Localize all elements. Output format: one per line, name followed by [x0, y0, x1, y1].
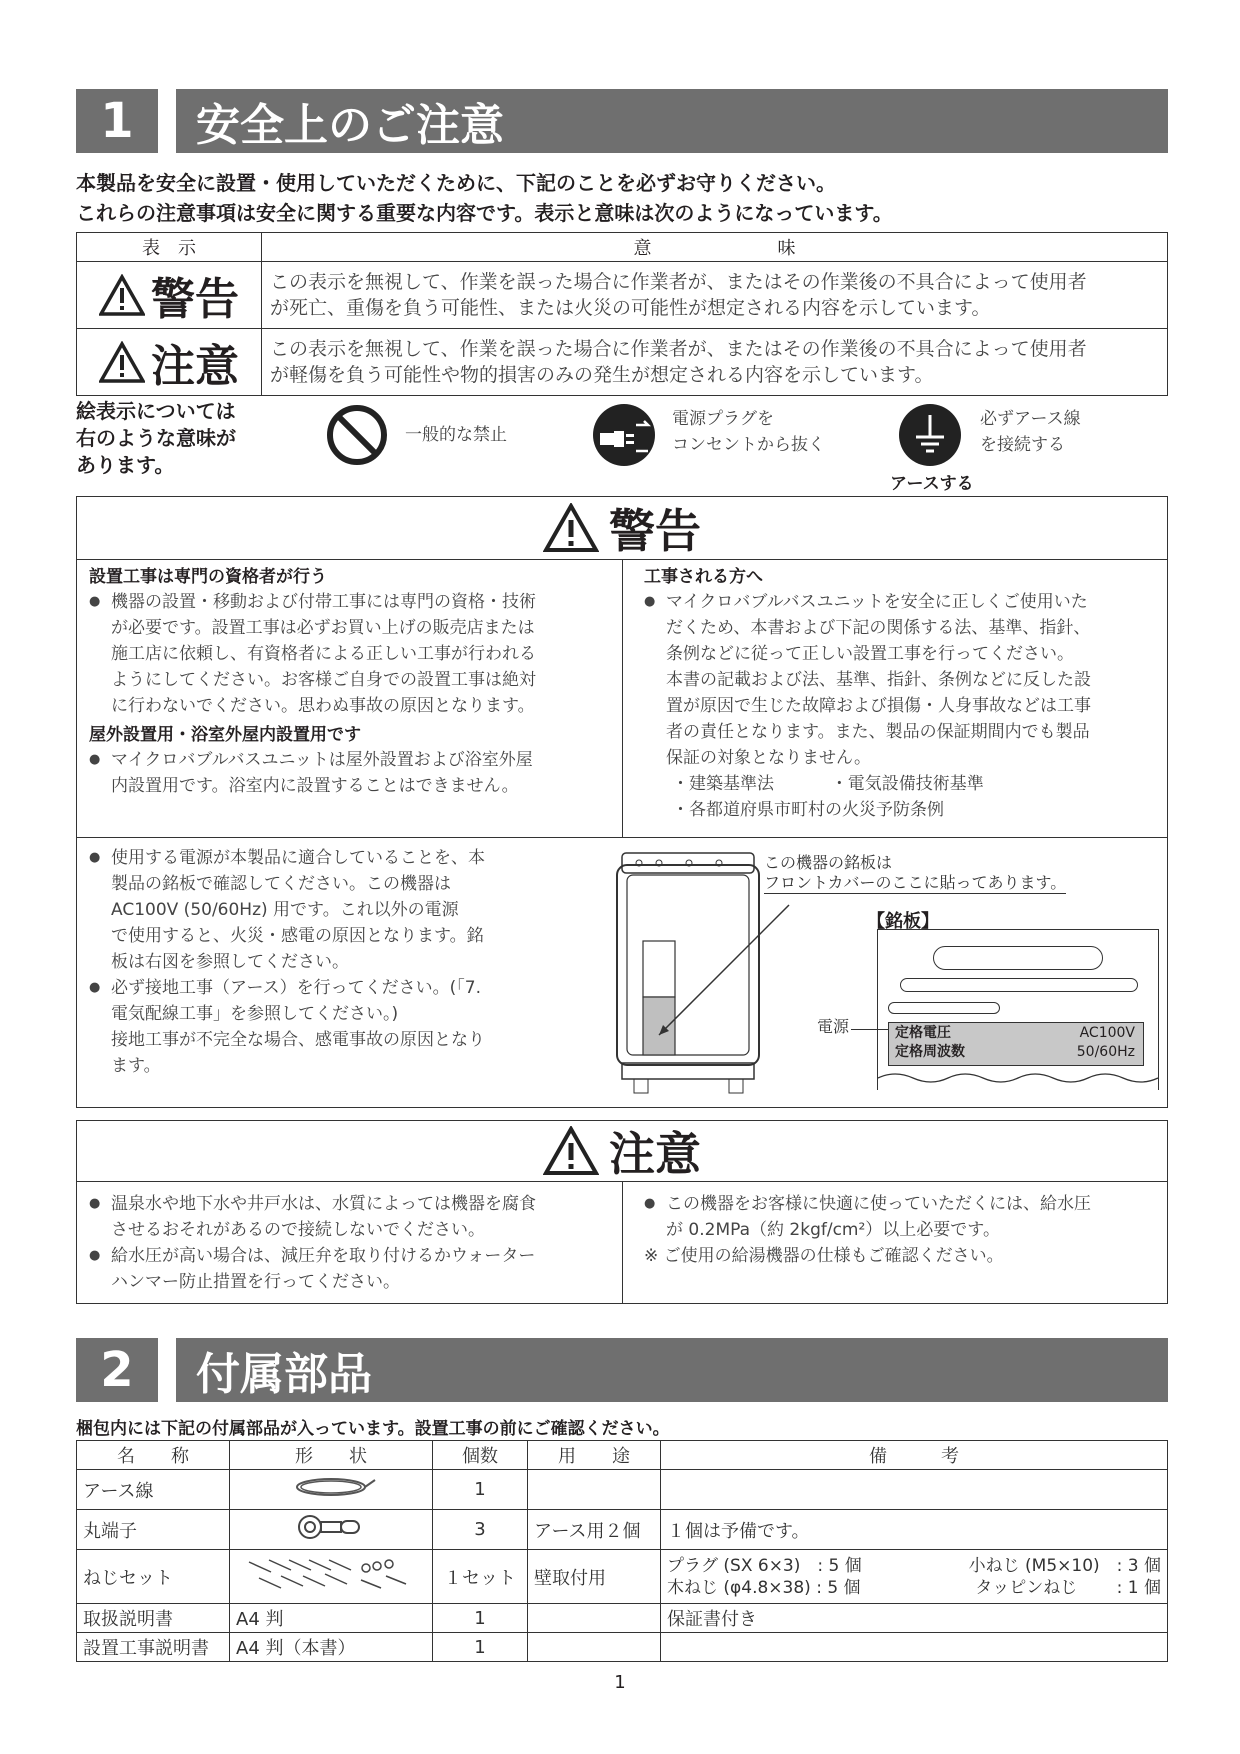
part-note — [661, 1470, 1168, 1510]
bullet-line: ハンマー防止措置を行ってください。 — [111, 1272, 400, 1292]
parts-header-name: 名 称 — [77, 1441, 230, 1470]
warning-triangle-icon — [99, 274, 145, 316]
part-use: アース用２個 — [528, 1510, 661, 1550]
bullet-line: 本書の記載および法、基準、指針、条例などに反した設 — [666, 670, 1091, 690]
legend-text: が死亡、重傷を負う可能性、または火災の可能性が想定される内容を示しています。 — [270, 297, 991, 319]
prohibit-icon — [326, 404, 388, 466]
legend-table — [76, 232, 1168, 396]
ground-icon — [898, 403, 962, 467]
warning-box-title: 警告 — [609, 504, 701, 558]
law-item: ・電気設備技術基準 — [830, 774, 984, 794]
section-title: 安全上のご注意 — [176, 89, 1168, 153]
parts-intro: 梱包内には下記の付属部品が入っています。設置工事の前にご確認ください。 — [76, 1419, 670, 1439]
part-use — [528, 1604, 661, 1633]
part-use — [528, 1470, 661, 1510]
bullet-line: させるおそれがあるので接続しないでください。 — [111, 1220, 485, 1240]
bullet-line: が必要です。設置工事は必ずお買い上げの販売店または — [111, 618, 535, 638]
part-qty: 1 — [433, 1604, 528, 1633]
bullet-line: 接地工事が不完全な場合、感電事故の原因となり — [111, 1030, 485, 1050]
part-note-line: プラグ (SX 6×3) : 5 個 — [667, 1555, 862, 1576]
nameplate-title: 【銘板】 — [867, 911, 939, 932]
section-number: 2 — [76, 1338, 158, 1402]
warning-bullet — [89, 975, 609, 1079]
ground-text: を接続する — [980, 435, 1065, 455]
pictogram-intro: 絵表示については — [76, 399, 236, 423]
legend-text: が軽傷を負う可能性や物的損害のみの発生が想定される内容を示しています。 — [270, 364, 934, 386]
bullet-line: ● 温泉水や地下水や井戸水は、水質によっては機器を腐食 — [111, 1194, 536, 1214]
table-row — [77, 1633, 1168, 1662]
warning-triangle-icon — [543, 1126, 599, 1176]
bullet-line: ● 給水圧が高い場合は、減圧弁を取り付けるかウォーター — [111, 1246, 536, 1266]
bullet-line: で使用すると、火災・感電の原因となります。銘 — [111, 926, 484, 946]
bullet-line: ● この機器をお客様に快適に使っていただくには、給水圧 — [666, 1194, 1091, 1214]
legend-header-meaning: 意 味 — [262, 233, 1168, 262]
rated-frequency-value: 50/60Hz — [1076, 1044, 1135, 1060]
bullet-line: 置が原因で生じた故障および損傷・人身事故などは工事 — [666, 696, 1091, 716]
bullet-line: 製品の銘板で確認してください。この機器は — [111, 874, 451, 894]
part-use — [528, 1633, 661, 1662]
bullet-line: 電気配線工事」を参照してください。) — [111, 1004, 399, 1024]
pictogram-intro: あります。 — [76, 453, 175, 477]
section-number: 1 — [76, 89, 158, 153]
bullet-line: が 0.2MPa（約 2kgf/cm²）以上必要です。 — [666, 1220, 1000, 1240]
legend-text: この表示を無視して、作業を誤った場合に作業者が、またはその作業後の不具合によって使用者 — [270, 271, 1087, 293]
caution-note: ※ ご使用の給湯機器の仕様もご確認ください。 — [644, 1246, 1004, 1266]
part-note: １個は予備です。 — [661, 1510, 1168, 1550]
ground-caption: アースする — [890, 474, 974, 494]
warning-heading: 設置工事は専門の資格者が行う — [89, 567, 327, 587]
bullet-line: 施工店に依頼し、有資格者による正しい工事が行われる — [111, 644, 536, 664]
bullet-line: ます。 — [111, 1056, 161, 1076]
part-note-line: 木ねじ (φ4.8×38) : 5 個 — [667, 1577, 861, 1598]
ring-terminal-illustration — [296, 1514, 366, 1540]
caution-box — [76, 1120, 1168, 1304]
screw-set-illustration — [241, 1554, 421, 1594]
ground-text: 必ずアース線 — [980, 409, 1081, 429]
parts-header-note: 備 考 — [661, 1441, 1168, 1470]
warning-bullet — [89, 589, 614, 719]
table-row — [77, 1604, 1168, 1633]
part-note — [661, 1633, 1168, 1662]
nameplate — [877, 929, 1159, 1090]
caution-box-title: 注意 — [609, 1127, 701, 1181]
parts-header-use: 用 途 — [528, 1441, 661, 1470]
bullet-line: だくため、本書および下記の関係する法、基準、指針、 — [666, 618, 1091, 638]
bullet-line: ● 機器の設置・移動および付帯工事には専門の資格・技術 — [111, 592, 536, 612]
bullet-line: 内設置用です。浴室内に設置することはできません。 — [111, 776, 519, 796]
unplug-text: コンセントから抜く — [672, 435, 825, 455]
warning-triangle-icon — [99, 341, 145, 383]
pictogram-intro: 右のような意味が — [76, 426, 236, 450]
caution-bullet — [89, 1243, 614, 1295]
bullet-line: に行わないでください。思わぬ事故の原因となります。 — [111, 696, 535, 716]
table-row — [77, 1510, 1168, 1550]
bullet-line: ● マイクロバブルバスユニットは屋外設置および浴室外屋 — [111, 750, 533, 770]
intro-line: 本製品を安全に設置・使用していただくために、下記のことを必ずお守りください。 — [76, 171, 836, 195]
table-row — [77, 1470, 1168, 1510]
warning-box — [76, 496, 1168, 1108]
warning-heading: 工事される方へ — [644, 567, 763, 587]
warning-bullet — [644, 589, 1159, 771]
legend-row-caution — [77, 329, 1168, 396]
nameplate-callout: フロントカバーのここに貼ってあります。 — [764, 873, 1067, 892]
rated-frequency-label: 定格周波数 — [895, 1044, 965, 1060]
prohibit-text: 一般的な禁止 — [405, 425, 507, 445]
rated-voltage-label: 定格電圧 — [895, 1025, 951, 1041]
intro-line: これらの注意事項は安全に関する重要な内容です。表示と意味は次のようになっています。 — [76, 201, 893, 225]
bullet-line: 板は右図を参照してください。 — [111, 952, 349, 972]
part-name: アース線 — [77, 1470, 230, 1510]
part-name: 設置工事説明書 — [77, 1633, 230, 1662]
warning-heading: 屋外設置用・浴室外屋内設置用です — [89, 725, 361, 745]
nameplate-callout: この機器の銘板は — [764, 853, 893, 872]
warning-bullet — [89, 747, 614, 799]
ground-wire-illustration — [285, 1474, 377, 1500]
law-item: ・各都道府県市町村の火災予防条例 — [672, 800, 944, 820]
bullet-line: ● マイクロバブルバスユニットを安全に正しくご使用いた — [666, 592, 1088, 612]
unplug-icon — [592, 403, 656, 467]
parts-header-shape: 形 状 — [230, 1441, 433, 1470]
bullet-line: ● 使用する電源が本製品に適合していることを、本 — [111, 848, 485, 868]
bullet-line: 条例などに従って正しい設置工事を行ってください。 — [666, 644, 1074, 664]
warning-triangle-icon — [543, 503, 599, 553]
part-note-line: 小ねじ (M5×10) : 3 個 — [968, 1555, 1161, 1576]
bullet-line: 保証の対象となりません。 — [666, 748, 872, 768]
page-number: 1 — [614, 1672, 626, 1693]
caution-bullet — [644, 1191, 1159, 1243]
power-label: 電源 — [817, 1017, 850, 1036]
bullet-line: ようにしてください。お客様ご自身での設置工事は絶対 — [111, 670, 536, 690]
legend-label: 注意 — [151, 341, 239, 392]
part-note: 保証書付き — [661, 1604, 1168, 1633]
bullet-line: AC100V (50/60Hz) 用です。これ以外の電源 — [111, 900, 459, 920]
part-name: 取扱説明書 — [77, 1604, 230, 1633]
bullet-line: ● 必ず接地工事（アース）を行ってください。(「7. — [111, 978, 481, 998]
table-row — [77, 1550, 1168, 1604]
legend-row-warning — [77, 262, 1168, 329]
warning-bullet — [89, 845, 609, 975]
part-shape: A4 判 — [230, 1604, 433, 1633]
part-qty: 1 — [433, 1470, 528, 1510]
part-name: 丸端子 — [77, 1510, 230, 1550]
part-qty: 3 — [433, 1510, 528, 1550]
part-qty: 1 — [433, 1633, 528, 1662]
part-qty: １セット — [433, 1550, 528, 1604]
legend-header-display: 表 示 — [77, 233, 262, 262]
parts-table — [76, 1440, 1168, 1662]
law-item: ・建築基準法 — [672, 774, 774, 794]
bullet-line: 者の責任となります。また、製品の保証期間内でも製品 — [666, 722, 1090, 742]
part-name: ねじセット — [77, 1550, 230, 1604]
part-use: 壁取付用 — [528, 1550, 661, 1604]
rated-voltage-value: AC100V — [1079, 1025, 1135, 1041]
part-note-line: タッピンねじ : 1 個 — [975, 1577, 1161, 1598]
part-shape: A4 判（本書） — [230, 1633, 433, 1662]
caution-bullet — [89, 1191, 614, 1243]
legend-label: 警告 — [151, 274, 239, 325]
legend-text: この表示を無視して、作業を誤った場合に作業者が、またはその作業後の不具合によって使用者 — [270, 338, 1087, 360]
section-title: 付属部品 — [176, 1338, 1168, 1402]
parts-header-qty: 個数 — [433, 1441, 528, 1470]
unplug-text: 電源プラグを — [672, 409, 774, 429]
